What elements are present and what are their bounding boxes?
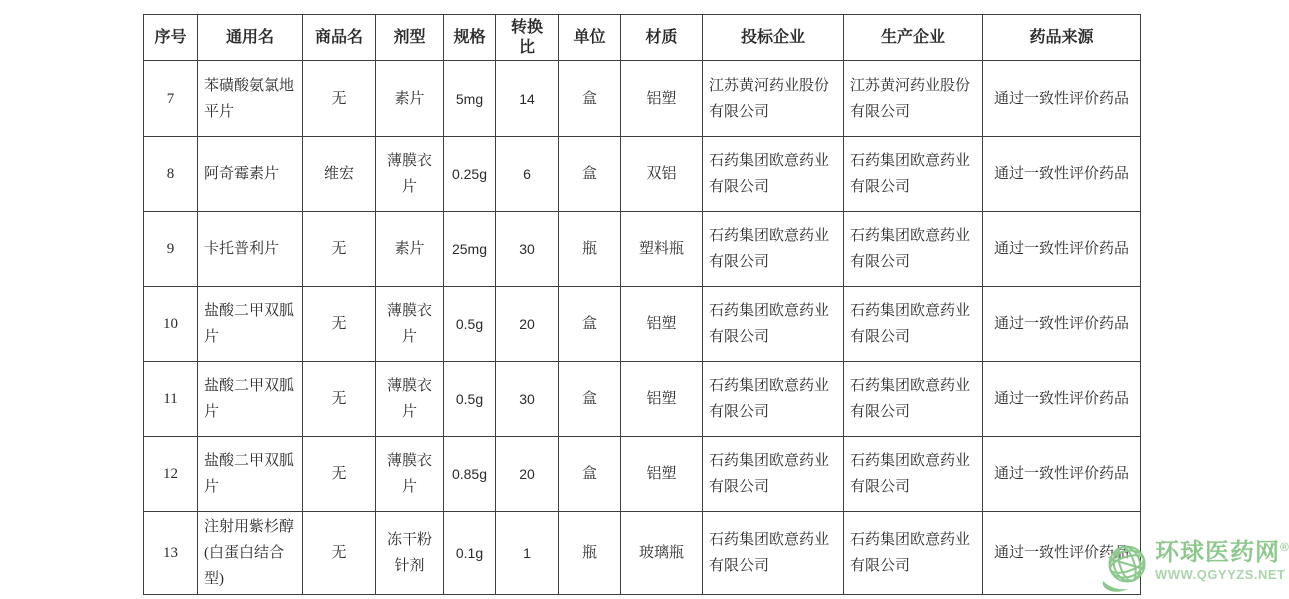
table-cell: 盒 [559,362,621,437]
column-header-2: 通用名 [198,15,303,61]
table-cell: 塑料瓶 [621,212,703,287]
table-cell: 无 [303,437,376,512]
table-cell: 石药集团欧意药业有限公司 [703,437,844,512]
table-cell: 1 [496,512,559,595]
column-header-8: 材质 [621,15,703,61]
table-cell: 20 [496,287,559,362]
table-cell: 0.25g [444,137,496,212]
table-cell: 通过一致性评价药品 [983,287,1141,362]
table-cell: 12 [144,437,198,512]
table-cell: 无 [303,212,376,287]
table-cell: 20 [496,437,559,512]
column-header-4: 剂型 [376,15,444,61]
table-cell: 素片 [376,212,444,287]
column-header-6: 转换比 [496,15,559,61]
table-cell: 石药集团欧意药业有限公司 [844,512,983,595]
table-cell: 盐酸二甲双胍片 [198,287,303,362]
table-cell: 7 [144,61,198,137]
table-cell: 铝塑 [621,61,703,137]
table-cell: 石药集团欧意药业有限公司 [844,137,983,212]
table-cell: 瓶 [559,512,621,595]
table-cell: 卡托普利片 [198,212,303,287]
table-cell: 江苏黄河药业股份有限公司 [703,61,844,137]
table-cell: 8 [144,137,198,212]
table-cell: 铝塑 [621,437,703,512]
table-row [144,61,1141,137]
table-cell: 13 [144,512,198,595]
table-row [144,362,1141,437]
table-cell: 薄膜衣片 [376,287,444,362]
table-cell: 无 [303,512,376,595]
table-cell: 6 [496,137,559,212]
table-cell: 双铝 [621,137,703,212]
table-cell: 30 [496,212,559,287]
table-cell: 11 [144,362,198,437]
table-cell: 盒 [559,61,621,137]
table-cell: 石药集团欧意药业有限公司 [703,287,844,362]
column-header-5: 规格 [444,15,496,61]
table-body [144,61,1141,595]
drug-bidding-table [143,14,1141,595]
globe-icon [1099,541,1153,595]
table-row [144,287,1141,362]
table-cell: 9 [144,212,198,287]
table-cell: 维宏 [303,137,376,212]
header-row [144,15,1141,61]
table-cell: 石药集团欧意药业有限公司 [703,212,844,287]
table-cell: 通过一致性评价药品 [983,61,1141,137]
table-cell: 10 [144,287,198,362]
table-cell: 苯磺酸氨氯地平片 [198,61,303,137]
table-cell: 石药集团欧意药业有限公司 [703,512,844,595]
table-cell: 石药集团欧意药业有限公司 [844,212,983,287]
watermark-text [1155,541,1289,581]
table-cell: 无 [303,287,376,362]
table-cell: 盒 [559,287,621,362]
qgyyzs-watermark [1099,541,1289,595]
table-row [144,137,1141,212]
table-cell: 石药集团欧意药业有限公司 [844,362,983,437]
table-cell: 25mg [444,212,496,287]
table-cell: 0.85g [444,437,496,512]
table-cell: 无 [303,61,376,137]
table-row [144,512,1141,595]
table-cell: 通过一致性评价药品 [983,437,1141,512]
table-cell: 注射用紫杉醇(白蛋白结合型) [198,512,303,595]
table-cell: 14 [496,61,559,137]
table-cell: 5mg [444,61,496,137]
column-header-9: 投标企业 [703,15,844,61]
table-cell: 石药集团欧意药业有限公司 [844,287,983,362]
table-cell: 盐酸二甲双胍片 [198,437,303,512]
column-header-11: 药品来源 [983,15,1141,61]
table-cell: 铝塑 [621,287,703,362]
column-header-1: 序号 [144,15,198,61]
table-cell: 0.5g [444,287,496,362]
column-header-7: 单位 [559,15,621,61]
table-cell: 无 [303,362,376,437]
table-cell: 0.1g [444,512,496,595]
table-cell: 江苏黄河药业股份有限公司 [844,61,983,137]
table-cell: 石药集团欧意药业有限公司 [703,362,844,437]
table-cell: 通过一致性评价药品 [983,212,1141,287]
table-cell: 0.5g [444,362,496,437]
table-cell: 通过一致性评价药品 [983,362,1141,437]
table-cell: 素片 [376,61,444,137]
table-cell: 通过一致性评价药品 [983,512,1141,595]
table-cell: 薄膜衣片 [376,437,444,512]
column-header-3: 商品名 [303,15,376,61]
table-cell: 石药集团欧意药业有限公司 [844,437,983,512]
table-cell: 盐酸二甲双胍片 [198,362,303,437]
watermark-site-name: 环球医药网 [1155,539,1280,566]
table-cell: 铝塑 [621,362,703,437]
watermark-url: WWW.QGYYZS.NET [1155,567,1286,582]
table-cell: 盒 [559,137,621,212]
table-cell: 瓶 [559,212,621,287]
table-cell: 石药集团欧意药业有限公司 [703,137,844,212]
table-row [144,437,1141,512]
table-cell: 盒 [559,437,621,512]
table-cell: 冻干粉针剂 [376,512,444,595]
column-header-10: 生产企业 [844,15,983,61]
table-cell: 30 [496,362,559,437]
table-cell: 薄膜衣片 [376,362,444,437]
table-cell: 阿奇霉素片 [198,137,303,212]
registered-trademark-icon: ® [1280,540,1289,554]
table-cell: 通过一致性评价药品 [983,137,1141,212]
table-cell: 薄膜衣片 [376,137,444,212]
table-row [144,212,1141,287]
table-cell: 玻璃瓶 [621,512,703,595]
